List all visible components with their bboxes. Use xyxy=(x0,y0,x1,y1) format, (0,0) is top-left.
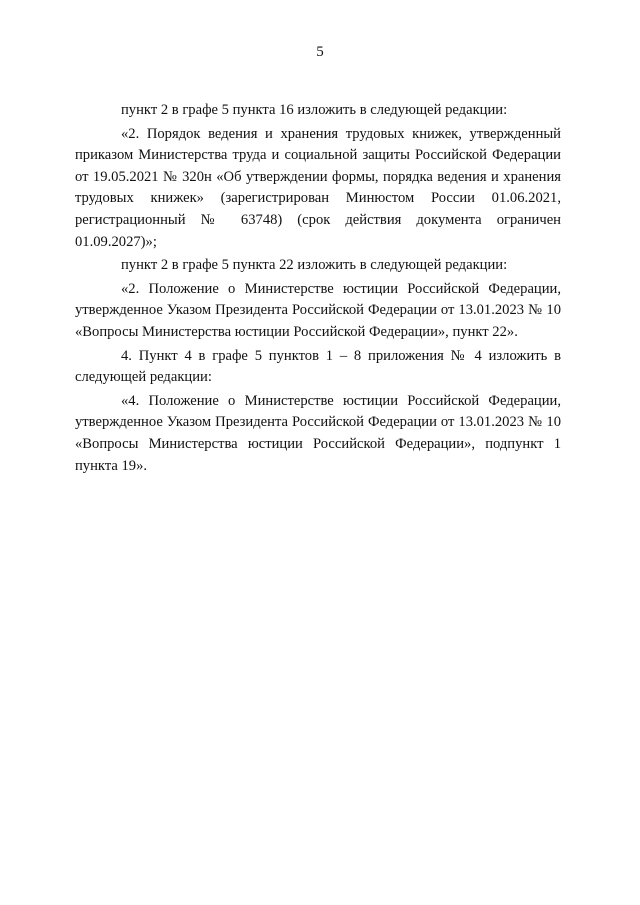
paragraph-appendix-4-amendment: 4. Пункт 4 в графе 5 пунктов 1 – 8 приложения № 4 изложить в следующей редакции: xyxy=(75,347,561,386)
paragraph-amend-item-16: пункт 2 в графе 5 пункта 16 изложить в следующей редакции: xyxy=(121,102,508,118)
paragraph-labor-books-order: «2. Порядок ведения и хранения трудовых книжек, утвержденный приказом Министерства труда и социальной защиты Российской Федерации от 19.05.2021 № 320н «Об утверждении формы, порядка ведения и хранения трудовых книжек» (зарегистрирован Минюстом России 01.06.2021, регистрационный № 63748) (срок действия документа ограничен 01.09.2027)»; xyxy=(75,125,561,250)
page-number: 5 xyxy=(316,44,324,60)
document-body xyxy=(75,100,561,479)
paragraph-justice-ministry-regulation-22: «2. Положение о Министерстве юстиции Российской Федерации, утвержденное Указом Президента Российской Федерации от 13.01.2023 № 10 «Вопросы Министерства юстиции Российской Федерации», пункт 22». xyxy=(75,280,561,340)
paragraph-justice-ministry-regulation-19: «4. Положение о Министерстве юстиции Российской Федерации, утвержденное Указом Президента Российской Федерации от 13.01.2023 № 10 «Вопросы Министерства юстиции Российской Федерации», подпункт 1 пункта 19». xyxy=(75,392,561,474)
paragraph-amend-item-22: пункт 2 в графе 5 пункта 22 изложить в следующей редакции: xyxy=(121,257,508,274)
